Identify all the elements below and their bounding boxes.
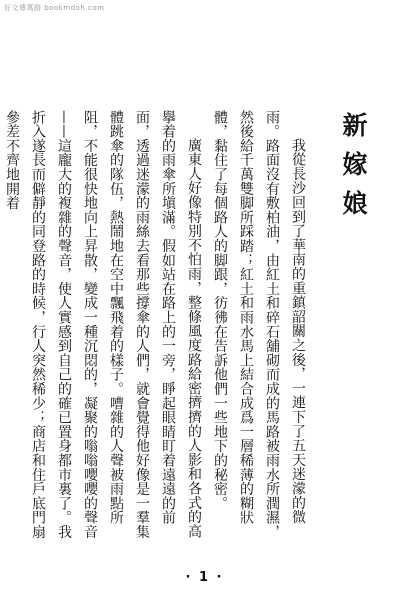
paragraph-2: 廣東人好像特別不怕雨，整條風度路給密擠擠的人影和各式的高擧着的雨傘所塡滿。假如站在路上的一旁，睜起眼睛盯着遠遠的前面，透過迷濛的雨絲去看那些撐傘的人們，就會覺得他好像是一羣集體跳傘的隊伍，熱鬧地在空中飄飛着的樣子。嘈雜的人聲被雨點所阻，不能很快地向上昇散，變成一種沉悶的，凝聚的嗡嗡嚶嚶的聲音——這龐大的複雜的聲音，使人實感到自己的確已置身都市裏了。我折入遂長而僻靜的同登路的時候，行人突然稀少；商店和住戶底門扇參差不齊地開着 <box>4 110 202 539</box>
body-text <box>4 110 311 540</box>
page-number: · 1 · <box>185 570 224 585</box>
chapter-title: 新嫁娘 <box>339 112 368 229</box>
paragraph-1: 我從長沙回到了華南的重鎮韶關之後，一連下了五天迷濛的微雨。路面沒有敷柏油，由紅土和碎石舖砌而成的馬路被雨水所潤濕，然後給千萬雙脚所踩踏；紅土和雨水馬上結合成爲一層稀薄的糊狀體，黏住了每個路人的脚跟，彷彿在告訴他們一些地下的秘密。 <box>212 110 306 539</box>
watermark-text: 好文傳萬路 bookmdoh.com <box>4 4 105 12</box>
